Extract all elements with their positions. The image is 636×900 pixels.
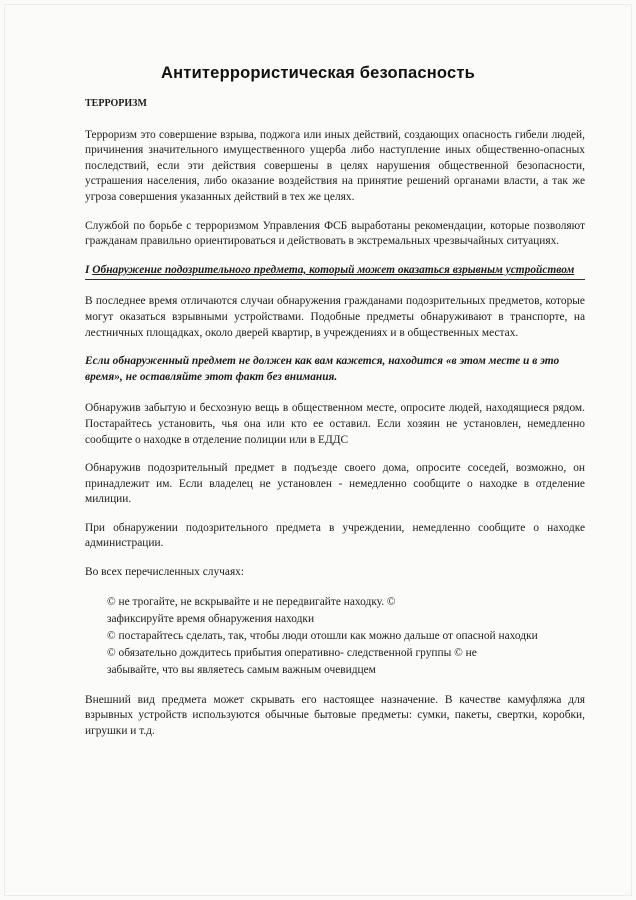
- paragraph-recommendations: Службой по борьбе с терроризмом Управления ФСБ выработаны рекомендации, которые позволяют гражданам правильно ориентироваться и действовать в экстремальных чрезвычайных ситуациях.: [85, 219, 585, 248]
- emphasis-warning: Если обнаруженный предмет не должен как вам кажется, находится «в этом месте и в это время», не оставляйте этот факт без внимания.: [85, 355, 560, 383]
- list-item: © обязательно дождитесь прибытия оперативно- следственной группы © не: [107, 646, 477, 659]
- section-heading: [85, 263, 585, 281]
- paragraph-recent-cases: В последнее время отличаются случаи обнаружения гражданами подозрительных предметов, которые могут оказаться взрывными устройствами. Подобные предметы обнаруживают в транспорте, на лестничных площадках, около дверей квартир, в учреждениях и в общественных местах.: [85, 295, 585, 339]
- list-item: © постарайтесь сделать, так, чтобы люди отошли как можно дальше от опасной находки: [107, 629, 538, 642]
- section-label: ТЕРРОРИЗМ: [85, 98, 147, 109]
- heading-number: I: [85, 263, 93, 276]
- heading-text: Обнаружение подозрительного предмета, который может оказаться взрывным устройством: [92, 263, 575, 276]
- instructions-list: [85, 594, 585, 679]
- list-item: забывайте, что вы являетесь самым важным очевидцем: [107, 663, 376, 676]
- list-item: © не трогайте, не вскрывайте и не передвигайте находку. ©: [107, 595, 396, 608]
- paragraph-institution: При обнаружении подозрительного предмета в учреждении, немедленно сообщите о находке администрации.: [85, 521, 585, 550]
- page-title: Антитеррористическая безопасность: [161, 64, 475, 82]
- paragraph-home-entrance: Обнаружив подозрительный предмет в подъезде своего дома, опросите соседей, возможно, он принадлежит им. Если владелец не установлен - немедленно сообщите о находке в отделение милиции.: [85, 462, 585, 506]
- paragraph-definition: Терроризм это совершение взрыва, поджога или иных действий, создающих опасность гибели людей, причинения значительного имущественного ущерба либо наступление иных общественно-опасных последствий, если эти действия совершены в целях нарушения общественной безопасности, устрашения населения, либо оказание воздействия на принятие решений органами власти, а так же угроза совершения указанных действий в тех же целях.: [85, 128, 585, 203]
- paragraph-all-cases: Во всех перечисленных случаях:: [85, 566, 245, 579]
- list-item: зафиксируйте время обнаружения находки: [107, 612, 315, 625]
- paragraph-public-place: Обнаружив забытую и бесхозную вещь в общественном месте, опросите людей, находящиеся рядом. Постарайтесь установить, чья она или кто ее оставил. Если хозяин не установлен, немедленно сообщите о находке в отделение полиции или в ЕДДС: [85, 402, 585, 446]
- document-body: [85, 96, 585, 752]
- paragraph-camouflage: Внешний вид предмета может скрывать его настоящее назначение. В качестве камуфляжа для взрывных устройств используются обычные бытовые предметы: сумки, пакеты, свертки, коробки, игрушки и т.д.: [85, 693, 585, 737]
